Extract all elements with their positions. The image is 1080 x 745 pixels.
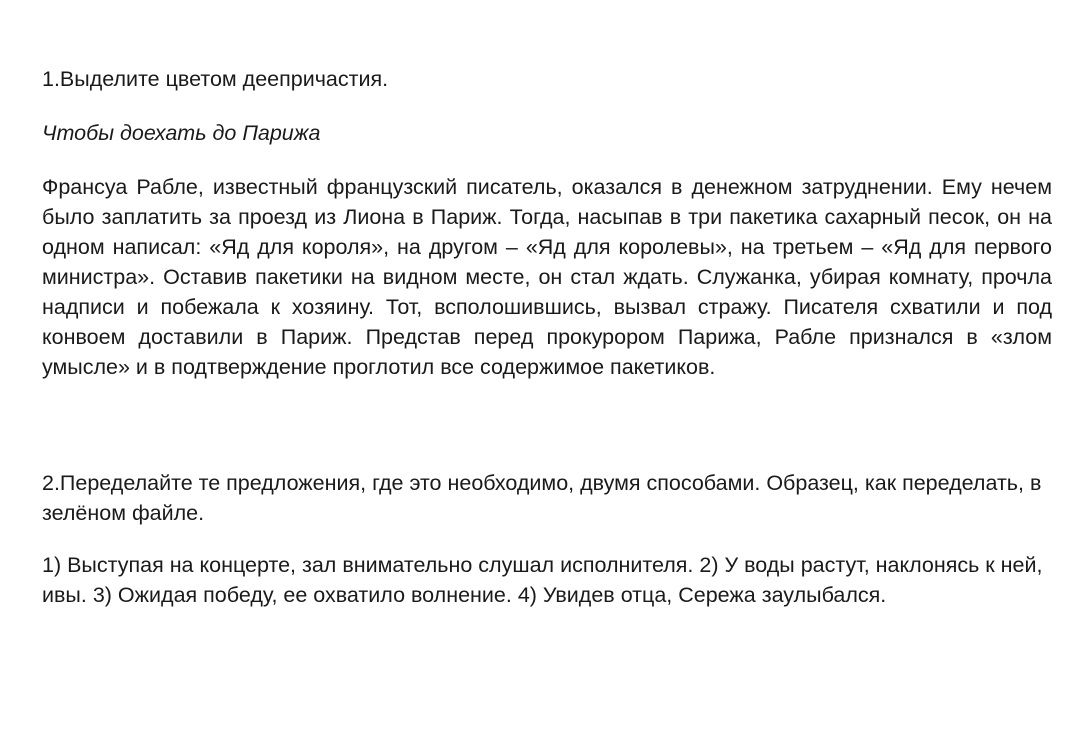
document-page [42,64,1052,610]
task-1-section [42,64,1052,382]
story-paragraph: Франсуа Рабле, известный французский писатель, оказался в денежном затруднении. Ему нечем было заплатить за проезд из Лиона в Париж. Тогда, насыпав в три пакетика сахарный песок, он на одном написал: «Яд для короля», на другом – «Яд для королевы», на третьем – «Яд для первого министра». Оставив пакетики на видном месте, он стал ждать. Служанка, убирая комнату, прочла надписи и побежала к хозяину. Тот, всполошившись, вызвал стражу. Писателя схватили и под конвоем доставили в Париж. Представ перед прокурором Парижа, Рабле признался в «злом умысле» и в подтверждение проглотил все содержимое пакетиков. [42,175,1052,379]
task-2-heading: 2.Переделайте те предложения, где это необходимо, двумя способами. Образец, как переделать, в зелёном файле. [42,471,1042,525]
story-title: Чтобы доехать до Парижа [42,121,321,145]
task-2-section [42,468,1052,610]
exercise-sentences: 1) Выступая на концерте, зал внимательно слушал исполнителя. 2) У воды растут, наклонясь к ней, ивы. 3) Ожидая победу, ее охватило волнение. 4) Увидев отца, Сережа заулыбался. [42,553,1043,607]
task-1-heading: 1.Выделите цветом деепричастия. [42,67,389,91]
